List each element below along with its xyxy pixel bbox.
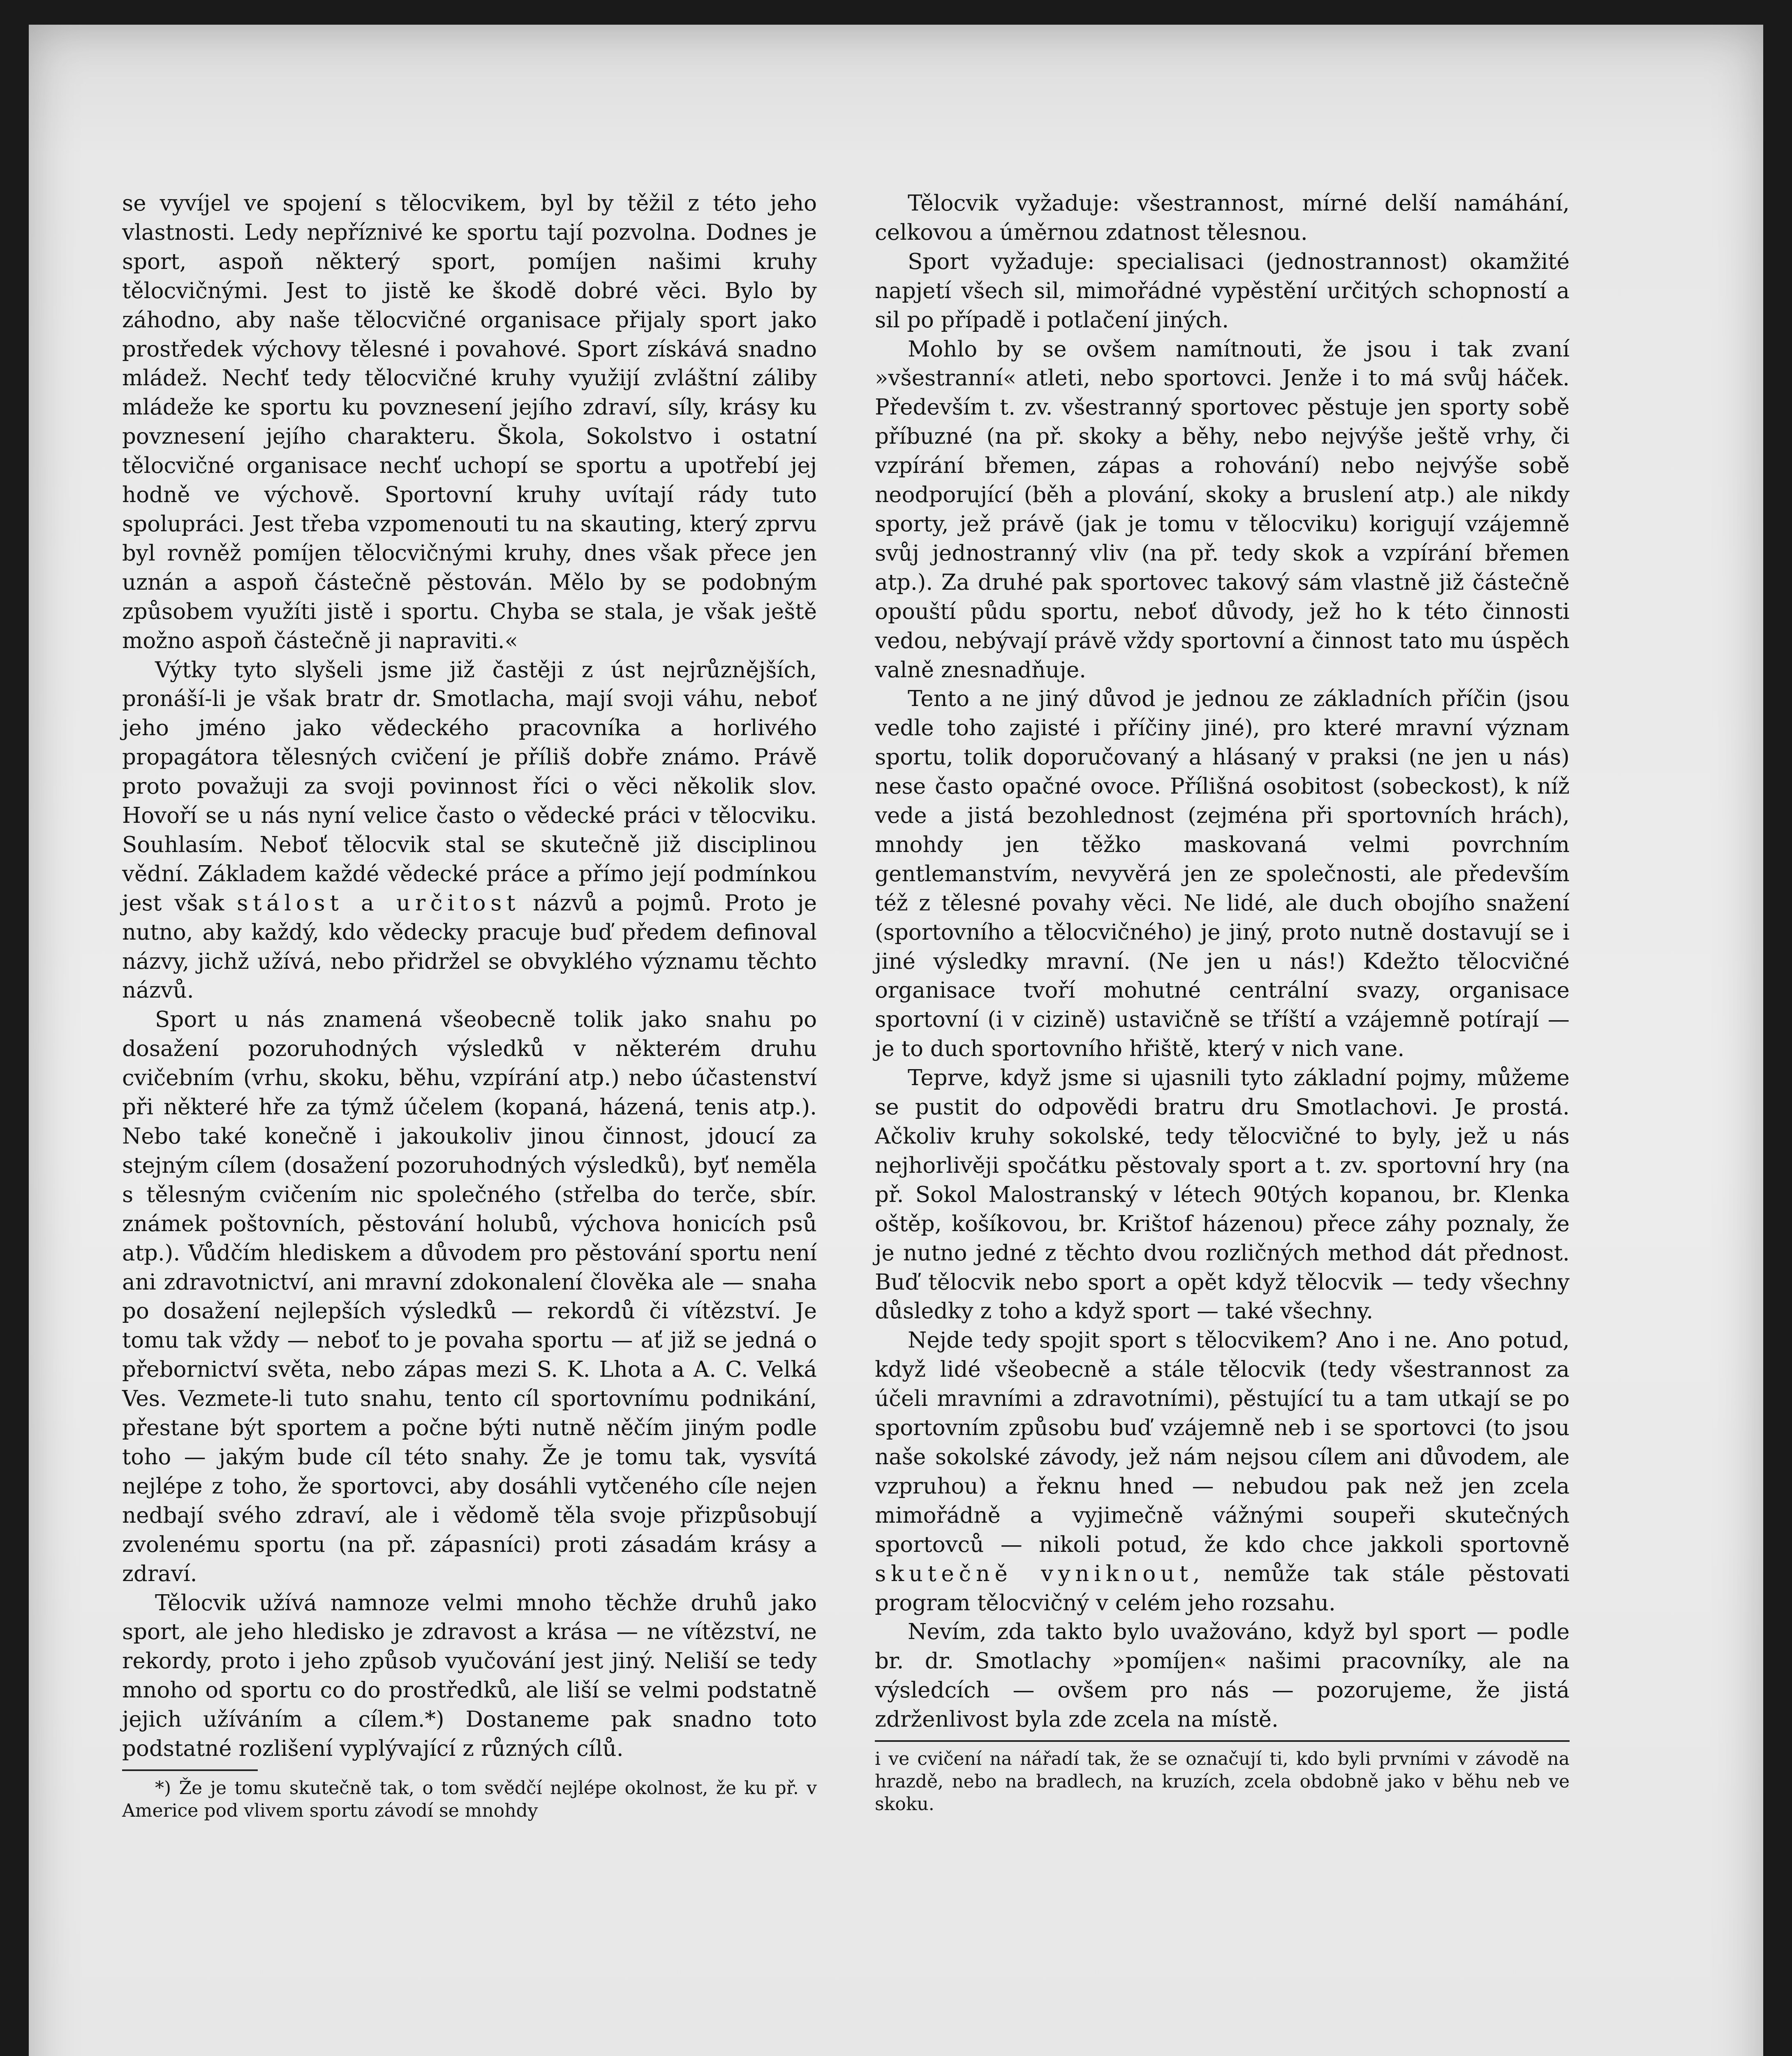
emphasized-terms: stálost a určitost [237, 890, 520, 916]
paragraph: Teprve, když jsme si ujasnili tyto základní pojmy, můžeme se pustit do odpovědi bratru dru Smotlachovi. Je prostá. Ačkoliv kruhy sokolské, tedy tělocvičné to byly, jež u nás nejhorlivěji spočátku pěstovaly sport a t. zv. sportovní hry (na př. Sokol Malostranský v létech 90tých kopanou, br. Klenka oštěp, košíkovou, br. Krištof házenou) přece záhy poznaly, že je nutno jedné z těchto dvou rozličných method dát přednost. Buď tělocvik nebo sport a opět když tělocvik — tedy všechny důsledky z toho a když sport — také všechny. [875, 1065, 1570, 1324]
journal-page [29, 25, 1763, 2056]
paragraph-text: , nemůže tak stále pěstovati program tělocvičný v celém jeho rozsahu. [875, 1561, 1570, 1616]
paragraph: se vyvíjel ve spojení s tělocvikem, byl by těžil z této jeho vlastnosti. Ledy nepříznivé ke sportu tají pozvolna. Dodnes je sport, aspoň některý sport, pomíjen našimi kruhy tělocvičnými. Jest to jistě ke škodě dobré věci. Bylo by záhodno, aby naše tělocvičné organisace přijaly sport jako prostředek výchovy tělesné i povahové. Sport získává snadno mládež. Nechť tedy tělocvičné kruhy využijí zvláštní záliby mládeže ke sportu ku povznesení jejího zdraví, síly, krásy ku povznesení jejího charakteru. Škola, Sokolstvo i ostatní tělocvičné organisace nechť uchopí se sportu a upotřebí jej hodně ve výchově. Sportovní kruhy uvítají rády tuto spolupráci. Jest třeba vzpomenouti tu na skauting, který zprvu byl rovněž pomíjen tělocvičnými kruhy, dnes však přece jen uznán a aspoň částečně pěstován. Mělo by se podobným způsobem využíti jistě i sportu. Chyba se stala, je však ještě možno aspoň částečně ji napraviti.« [122, 191, 817, 653]
footnote-divider [122, 1769, 258, 1771]
paragraph: Tento a ne jiný důvod je jednou ze základních příčin (jsou vedle toho zajisté i příčiny jiné), pro které mravní význam sportu, tolik doporučovaný a hlásaný v praksi (ne jen u nás) nese často opačné ovoce. Přílišná osobitost (sobeckost), k níž vede a jistá bezohlednost (zejména při sportovních hrách), mnohdy jen těžko maskovaná velmi povrchním gentlemanstvím, nevyvěrá jen ze společnosti, ale především též z tělesné povahy věci. Ne lidé, ale duch obojího snažení (sportovního a tělocvičného) je jiný, proto nutně dostavují se i jiné výsledky mravní. (Ne jen u nás!) Kdežto tělocvičné organisace tvoří mohutné centrální svazy, organisace sportovní (i v cizině) ustavičně se tříští a vzájemně potírají — je to duch sportovního hřiště, který v nich vane. [875, 686, 1570, 1062]
right-column [875, 189, 1570, 1815]
paragraph: Sport vyžaduje: specialisaci (jednostrannost) okamžité napjetí všech sil, mimořádné vypěstění určitých schopností a sil po případě i potlačení jiných. [875, 249, 1570, 333]
paragraph: Sport u nás znamená všeobecně tolik jako snahu po dosažení pozoruhodných výsledků v některém druhu cvičebním (vrhu, skoku, běhu, vzpírání atp.) nebo účastenství při některé hře za týmž účelem (kopaná, házená, tenis atp.). Nebo také konečně i jakoukoliv jinou činnost, jdoucí za stejným cílem (dosažení pozoruhodných výsledků), byť neměla s tělesným cvičením nic společného (střelba do terče, sbír. známek poštovních, pěstování holubů, výchova honicích psů atp.). Vůdčím hlediskem a důvodem pro pěstování sportu není ani zdravotnictví, ani mravní zdokonalení člověka ale — snaha po dosažení nejlepších výsledků — rekordů či vítězství. Je tomu tak vždy — neboť to je povaha sportu — ať již se jedná o přebornictví světa, nebo zápas mezi S. K. Lhota a A. C. Velká Ves. Vezmete-li tuto snahu, tento cíl sportovnímu podnikání, přestane být sportem a počne býti nutně něčím jiným podle toho — jakým bude cíl této snahy. Že je tomu tak, vysvítá nejlépe z toho, že sportovci, aby dosáhli vytčeného cíle nejen nedbají svého zdraví, ale i vědomě těla svoje přizpůsobují zvolenému sportu (na př. zápasníci) proti zásadám krásy a zdraví. [122, 1007, 817, 1586]
paragraph-text: názvů a pojmů. Proto je nutno, aby každý, kdo vědecky pracuje buď předem definoval názvy, jichž užívá, nebo přidržel se obvyklého významu těchto názvů. [122, 890, 817, 1003]
paragraph: Nevím, zda takto bylo uvažováno, když byl sport — podle br. dr. Smotlachy »pomíjen« našimi pracovníky, ale na výsledcích — ovšem pro nás — pozorujeme, že jistá zdrženlivost byla zde zcela na místě. [875, 1619, 1570, 1732]
paragraph: Tělocvik vyžaduje: všestrannost, mírné delší namáhání, celkovou a úměrnou zdatnost tělesnou. [875, 191, 1570, 245]
paragraph-text: Nejde tedy spojit sport s tělocvikem? Ano i ne. Ano potud, když lidé všeobecně a stále tělocvik (tedy všestrannost za účeli mravními a zdravotními), pěstující tu a tam utkají se po sportovním způsobu buď vzájemně neb i se sportovci (to jsou naše sokolské závody, jež nám nejsou cílem ani důvodem, ale vzpruhou) a řeknu hned — nebudou pak než jen zcela mimořádně a vyjimečně vážnými soupeři skutečných sportovců — nikoli potud, že kdo chce jakkoli sportovně [875, 1328, 1570, 1557]
paragraph: Tělocvik užívá namnoze velmi mnoho těchže druhů jako sport, ale jeho hledisko je zdravost a krása — ne vítězství, ne rekordy, proto i jeho způsob vyučování jest jiný. Neliší se tedy mnoho od sportu co do prostředků, ale liší se velmi podstatně jejich užíváním a cílem.*) Dostaneme pak snadno toto podstatné rozlišení vyplývající z různých cílů. [122, 1590, 817, 1762]
footnote-divider [875, 1740, 1570, 1742]
emphasized-term: skutečně vyniknout [875, 1561, 1193, 1586]
footnote: *) Že je tomu skutečně tak, o tom svědčí nejlépe okolnost, že ku př. v Americe pod vlivem sportu závodí se mnohdy [122, 1777, 817, 1821]
left-column [122, 189, 817, 1822]
paragraph: Mohlo by se ovšem namítnouti, že jsou i tak zvaní »všestranní« atleti, nebo sportovci. Jenže i to má svůj háček. Především t. zv. všestranný sportovec pěstuje jen sporty sobě příbuzné (na př. skoky a běhy, nebo nejvýše ještě vrhy, či vzpírání břemen, zápas a rohování) nebo nejvýše sobě neodporující (běh a plování, skoky a bruslení atp.) ale nikdy sporty, jež právě (jak je tomu v tělocviku) korigují vzájemně svůj jednostranný vliv (na př. tedy skok a vzpírání břemen atp.). Za druhé pak sportovec takový sám vlastně již částečně opouští půdu sportu, neboť důvody, jež ho k této činnosti vedou, nebývají právě vždy sportovní a činnost tato mu úspěch valně znesnadňuje. [875, 336, 1570, 683]
paragraph [875, 1326, 1570, 1618]
paragraph-text: Výtky tyto slyšeli jsme již častěji z úst nejrůznějších, pronáší-li je však bratr dr. Smotlacha, mají svoji váhu, neboť jeho jméno jako vědeckého pracovníka a horlivého propagátora tělesných cvičení je příliš dobře známo. Právě proto považuji za svoji povinnost říci o věci několik slov. Hovoří se u nás nyní velice často o vědecké práci v tělocviku. Souhlasím. Neboť tělocvik stal se skutečně již disciplinou vědní. Základem každé vědecké práce a přímo její podmínkou jest však [122, 657, 817, 916]
footnote-continuation: i ve cvičení na nářadí tak, že se označují ti, kdo byli prvními v závodě na hrazdě, nebo na bradlech, na kruzích, zcela obdobně jako v běhu neb ve skoku. [875, 1748, 1570, 1815]
paragraph [122, 656, 817, 1006]
